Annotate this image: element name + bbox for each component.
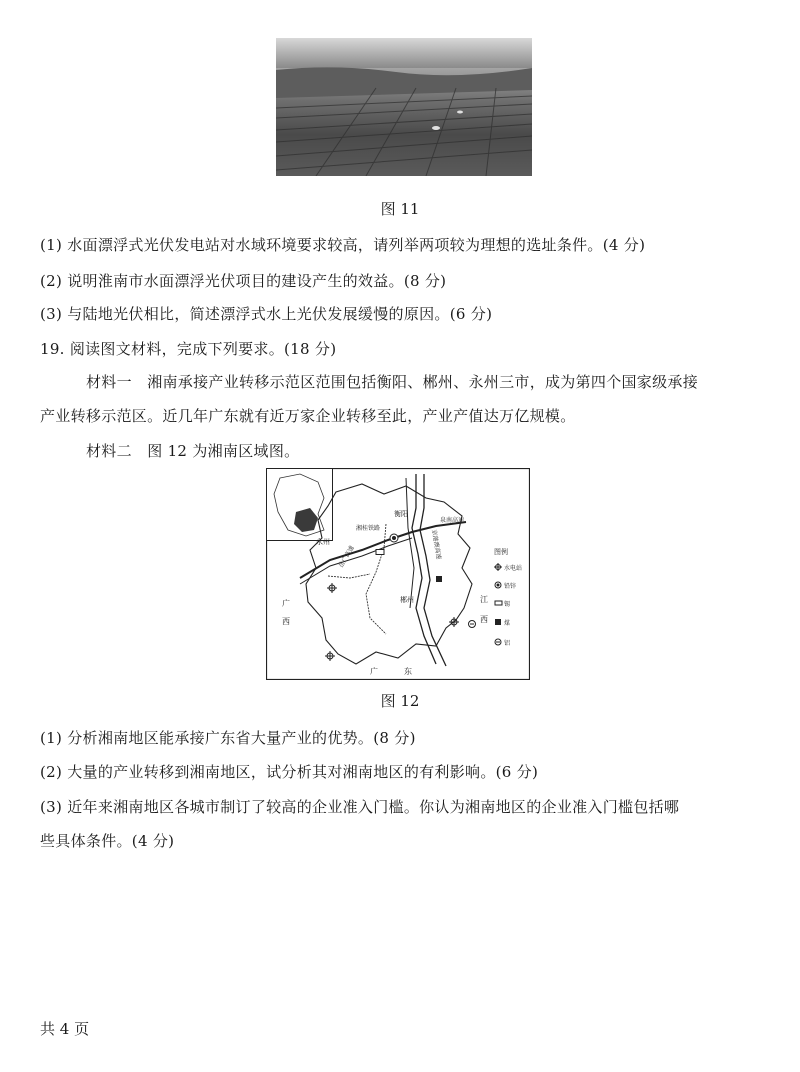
figure-12-caption: 图 12 [380,692,420,710]
province-guangxi-2: 西 [282,617,290,626]
tin-icon [376,550,384,555]
legend-label-aluminum: 铝 [504,640,511,647]
city-hengyang: 衡阳 [394,510,408,518]
q19-material1-line2: 产业转移示范区。近几年广东就有近万家企业转移至此，产业产值达万亿规模。 [40,407,576,425]
route-quannan: 泉南高速 [440,517,465,524]
q18-part-1: (1) 水面漂浮式光伏发电站对水域环境要求较高，请列举两项较为理想的选址条件。(4 分) [40,236,646,254]
route-xianggui: 湘桂铁路 [356,525,381,532]
province-guangdong-2: 东 [404,667,412,676]
lead-zinc-icon [390,534,398,542]
city-chenzhou: 郴州 [400,596,414,604]
q19-material1-line1: 材料一 湘南承接产业转移示范区范围包括衡阳、郴州、永州三市，成为第四个国家级承接 [86,373,699,391]
province-jiangxi-2: 西 [480,615,488,624]
legend-label-tin: 锡 [504,601,511,608]
inset-map [267,469,333,541]
legend-label-lead-zinc: 铅锌 [504,583,517,590]
q19-material2: 材料二 图 12 为湘南区域图。 [86,442,300,460]
province-jiangxi-1: 江 [480,595,488,604]
province-guangxi-1: 广 [282,599,290,608]
coal-icon [436,576,442,582]
route-jingzhu: 京港澳高速 [430,529,443,560]
q19-title: 19. 阅读图文材料，完成下列要求。(18 分) [40,340,337,358]
legend-title: 图例 [494,548,508,556]
legend-label-coal: 煤 [504,620,511,627]
tin-icon [495,601,502,605]
q18-part-3: (3) 与陆地光伏相比，简述漂浮式水上光伏发展缓慢的原因。(6 分) [40,305,493,323]
legend-label-hydropower: 水电站 [504,565,523,572]
page-footer: 共 4 页 [40,1020,90,1038]
aluminum-icon [469,621,476,628]
coal-icon [495,619,501,625]
province-guangdong-1: 广 [370,667,378,676]
route-erguang: 岳广高速 [337,544,356,569]
lead-zinc-icon [495,582,501,588]
city-yongzhou: 永州 [316,538,330,546]
figure-11-caption: 图 11 [380,200,420,218]
figure-11-photo [276,38,532,176]
q19-part-3-line2: 些具体条件。(4 分) [40,832,175,850]
figure-12-map [266,468,530,680]
q19-part-3-line1: (3) 近年来湘南地区各城市制订了较高的企业准入门槛。你认为湘南地区的企业准入门槛包括哪 [40,798,680,816]
aluminum-icon [495,639,501,645]
q19-part-1: (1) 分析湘南地区能承接广东省大量产业的优势。(8 分) [40,729,416,747]
q18-part-2: (2) 说明淮南市水面漂浮光伏项目的建设产生的效益。(8 分) [40,272,447,290]
q19-part-2: (2) 大量的产业转移到湘南地区，试分析其对湘南地区的有利影响。(6 分) [40,763,539,781]
